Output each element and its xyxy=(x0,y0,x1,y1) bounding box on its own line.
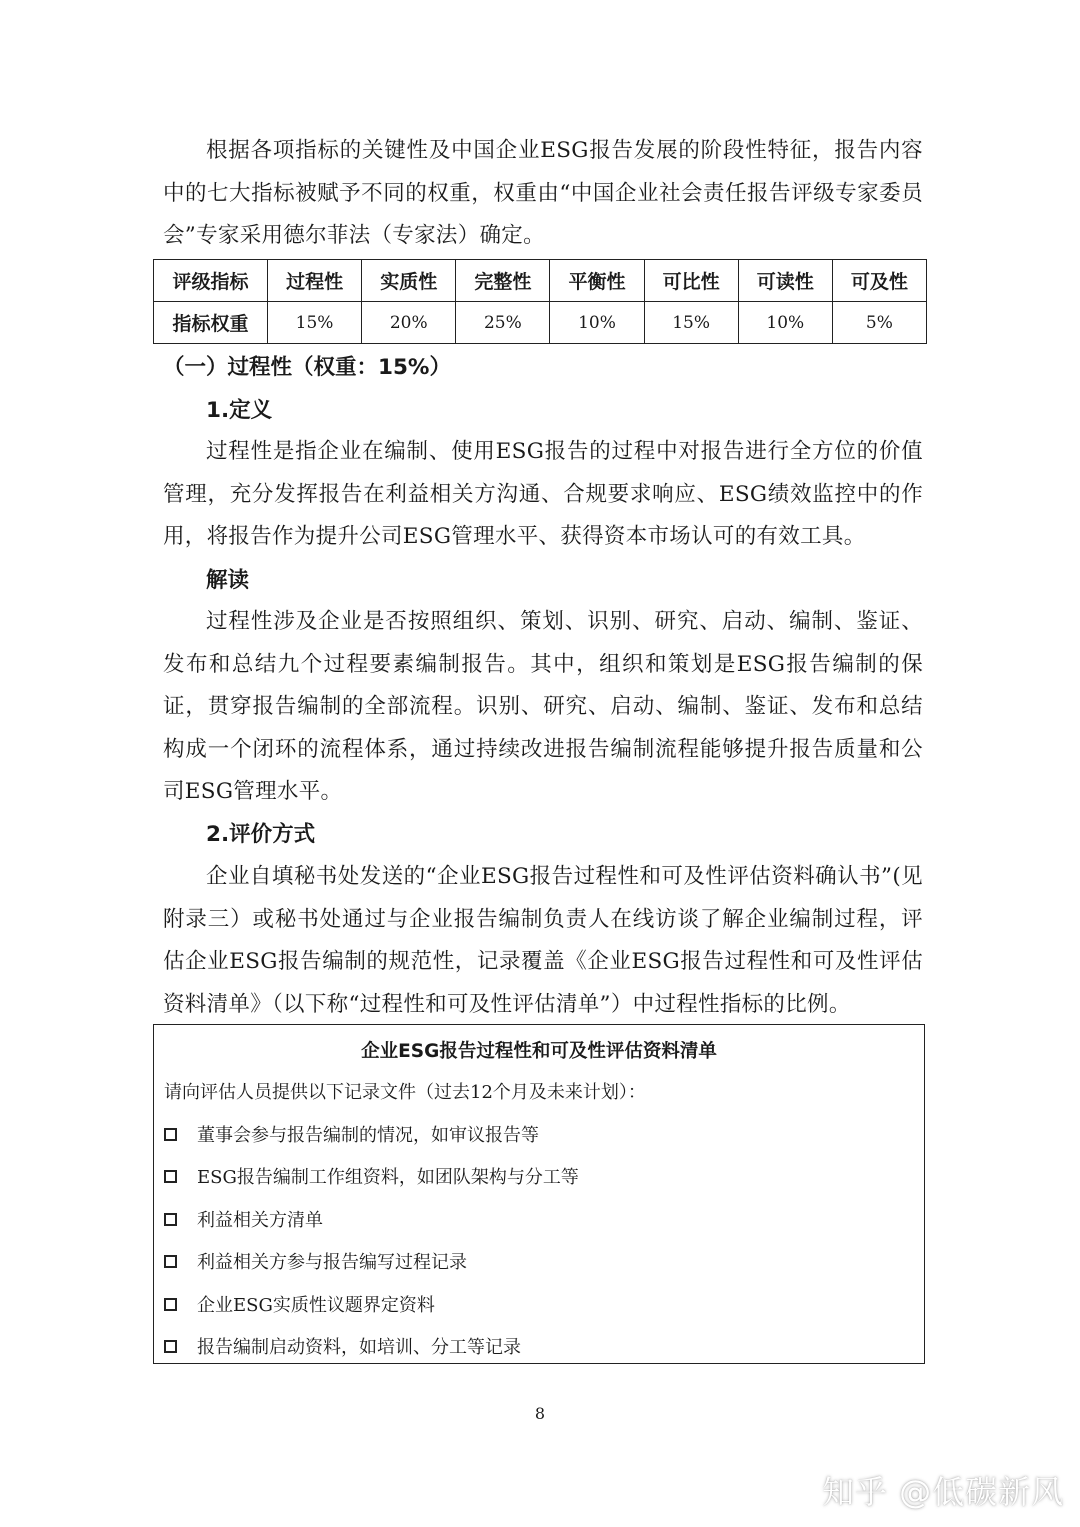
checklist-item xyxy=(164,1163,579,1189)
weights-value-cell: 10% xyxy=(550,302,644,344)
assessment-checklist-box xyxy=(153,1024,925,1364)
weights-column-header: 可及性 xyxy=(832,260,926,302)
weights-column-header: 平衡性 xyxy=(550,260,644,302)
definition-heading: 1.定义 xyxy=(206,398,273,423)
checklist-item-label: 利益相关方清单 xyxy=(197,1210,323,1231)
checklist-item xyxy=(164,1333,521,1359)
weights-value-row xyxy=(154,302,927,344)
weights-column-header: 可比性 xyxy=(644,260,738,302)
section-heading: （一）过程性（权重：15%） xyxy=(163,355,451,380)
watermark: 知乎 @低碳新风 xyxy=(822,1473,1065,1511)
weights-column-header: 过程性 xyxy=(268,260,362,302)
weights-header-label: 评级指标 xyxy=(154,260,268,302)
checklist-item-label: 企业ESG实质性议题界定资料 xyxy=(197,1295,435,1316)
checkbox-icon[interactable] xyxy=(164,1255,177,1268)
checklist-item xyxy=(164,1121,539,1147)
weights-column-header: 实质性 xyxy=(362,260,456,302)
weights-value-cell: 15% xyxy=(644,302,738,344)
checkbox-icon[interactable] xyxy=(164,1213,177,1226)
interpretation-paragraph: 过程性涉及企业是否按照组织、策划、识别、研究、启动、编制、鉴证、发布和总结九个过程要素编制报告。其中，组织和策划是ESG报告编制的保证，贯穿报告编制的全部流程。识别、研究、启动、编制、鉴证、发布和总结构成一个闭环的流程体系，通过持续改进报告编制流程能够提升报告质量和公司ESG管理水平。 xyxy=(163,609,923,804)
weights-header-row xyxy=(154,260,927,302)
checklist-item-label: 利益相关方参与报告编写过程记录 xyxy=(197,1252,467,1273)
weights-value-cell: 5% xyxy=(832,302,926,344)
checkbox-icon[interactable] xyxy=(164,1170,177,1183)
checklist-item-label: 报告编制启动资料，如培训、分工等记录 xyxy=(197,1337,521,1358)
weights-table xyxy=(153,259,927,344)
checkbox-icon[interactable] xyxy=(164,1298,177,1311)
weights-value-cell: 15% xyxy=(268,302,362,344)
weights-row-label: 指标权重 xyxy=(154,302,268,344)
evaluation-paragraph: 企业自填秘书处发送的“企业ESG报告过程性和可及性评估资料确认书”(见附录三）或秘书处通过与企业报告编制负责人在线访谈了解企业编制过程，评估企业ESG报告编制的规范性，记录覆盖《企业ESG报告过程性和可及性评估资料清单》（以下称“过程性和可及性评估清单”）中过程性指标的比例。 xyxy=(163,864,923,1017)
weights-value-cell: 25% xyxy=(456,302,550,344)
evaluation-heading: 2.评价方式 xyxy=(206,822,316,847)
checkbox-icon[interactable] xyxy=(164,1340,177,1353)
checklist-title: 企业ESG报告过程性和可及性评估资料清单 xyxy=(361,1041,717,1062)
page-number: 8 xyxy=(534,1404,546,1423)
weights-column-header: 可读性 xyxy=(738,260,832,302)
checklist-item xyxy=(164,1248,467,1274)
checklist-item-label: ESG报告编制工作组资料，如团队架构与分工等 xyxy=(197,1167,579,1188)
checklist-item xyxy=(164,1206,323,1232)
weights-column-header: 完整性 xyxy=(456,260,550,302)
checklist-item xyxy=(164,1291,435,1317)
weights-value-cell: 20% xyxy=(362,302,456,344)
interpretation-heading: 解读 xyxy=(206,568,250,593)
definition-paragraph: 过程性是指企业在编制、使用ESG报告的过程中对报告进行全方位的价值管理，充分发挥报告在利益相关方沟通、合规要求响应、ESG绩效监控中的作用，将报告作为提升公司ESG管理水平、获得资本市场认可的有效工具。 xyxy=(163,439,923,549)
checkbox-icon[interactable] xyxy=(164,1128,177,1141)
intro-paragraph: 根据各项指标的关键性及中国企业ESG报告发展的阶段性特征，报告内容中的七大指标被赋予不同的权重，权重由“中国企业社会责任报告评级专家委员会”专家采用德尔菲法（专家法）确定。 xyxy=(163,138,923,248)
checklist-intro: 请向评估人员提供以下记录文件（过去12个月及未来计划）： xyxy=(164,1082,646,1103)
checklist-item-label: 董事会参与报告编制的情况，如审议报告等 xyxy=(197,1125,539,1146)
weights-value-cell: 10% xyxy=(738,302,832,344)
